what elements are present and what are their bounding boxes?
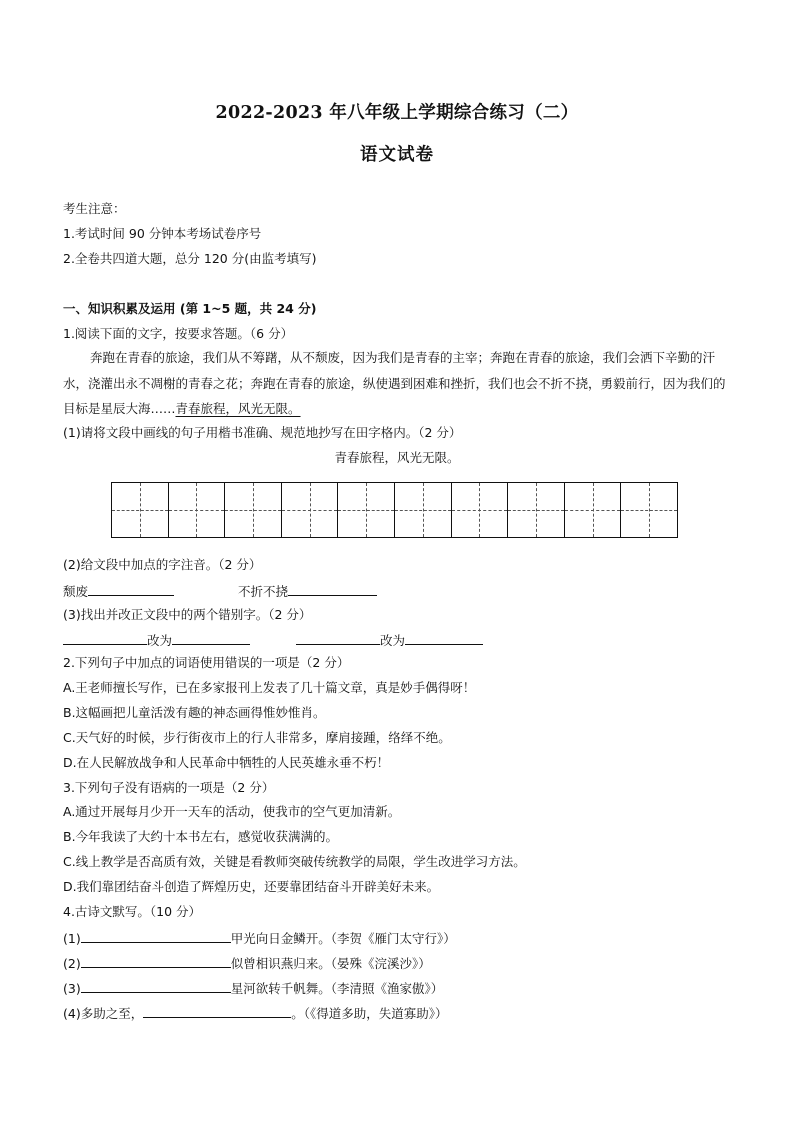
grid-cell[interactable] [112,483,169,537]
exam-title: 2022-2023 年八年级上学期综合练习（二） [215,103,579,123]
pinyin-word-2: 不折不挠 [238,584,289,599]
passage-underlined-sentence: 青春旅程，风光无限。 [175,401,301,416]
wrong-char-blank-1[interactable] [63,630,147,645]
section-1-heading: 一、知识积累及运用 (第 1~5 题，共 24 分) [63,301,317,316]
pinyin-item-1 [63,581,174,601]
grid-cell[interactable] [338,483,395,537]
grid-cell[interactable] [169,483,226,537]
grid-cell[interactable] [282,483,339,537]
recitation-line-1 [63,928,456,948]
recitation-number-1: (1) [63,931,81,946]
question-2-stem: 2.下列句子中加点的词语使用错误的一项是（2 分） [63,655,350,670]
recitation-line-2 [63,953,431,973]
notice-heading: 考生注意： [63,201,126,216]
tianzige-writing-grid[interactable] [111,482,678,538]
passage-text: 奔跑在青春的旅途，我们从不筹躇，从不颓废，因为我们是青春的主宰；奔跑在青春的旅途，我们会洒下辛勤的汗水，浇灌出永不凋榭的青春之花；奔跑在青春的旅途，纵使遇到困难和挫折，我们也会不折不挠，勇毅前行，因为我们的目标是星辰大海…… [63,350,726,416]
copy-sentence: 青春旅程，风光无限。 [334,450,460,465]
recitation-text-4-tail: 。（《得道多助，失道寡助》） [291,1006,448,1021]
correct-char-blank-1[interactable] [172,630,250,645]
recitation-line-4 [63,1003,447,1023]
question-1-sub-2: (2)给文段中加点的字注音。（2 分） [63,557,262,572]
question-2-option-d[interactable]: D.在人民解放战争和人民革命中牺牲的人民英雄永垂不朽！ [63,755,390,770]
correction-item-2 [296,630,483,650]
recitation-blank-2[interactable] [81,953,231,968]
recitation-text-1: 甲光向日金鳞开。（李贺《雁门太守行》） [230,931,456,946]
question-1-sub-3: (3)找出并改正文段中的两个错别字。（2 分） [63,607,312,622]
question-3-option-b[interactable]: B.今年我读了大约十本书左右，感觉收获满满的。 [63,829,339,844]
grid-cell[interactable] [621,483,677,537]
pinyin-item-2 [238,581,377,601]
pinyin-blank-1[interactable] [88,581,174,596]
grid-cell[interactable] [508,483,565,537]
recitation-line-3 [63,978,443,998]
recitation-blank-4[interactable] [143,1003,291,1018]
change-to-label: 改为 [380,633,406,648]
pinyin-blank-2[interactable] [288,581,377,596]
question-2-option-a[interactable]: A.王老师擅长写作，已在多家报刊上发表了几十篇文章，真是妙手偶得呀！ [63,680,476,695]
question-4-stem: 4.古诗文默写。（10 分） [63,904,202,919]
recitation-blank-1[interactable] [81,928,231,943]
question-3-option-d[interactable]: D.我们靠团结奋斗创造了辉煌历史，还要靠团结奋斗开辟美好未来。 [63,879,440,894]
recitation-text-3: 星河欲转千帆舞。（李清照《渔家傲》） [230,981,444,996]
question-3-stem: 3.下列句子没有语病的一项是（2 分） [63,780,275,795]
notice-item-1: 1.考试时间 90 分钟本考场试卷序号 [63,226,262,241]
question-1-stem: 1.阅读下面的文字，按要求答题。（6 分） [63,326,294,341]
pinyin-word-1: 颓废 [63,584,89,599]
exam-subtitle: 语文试卷 [360,145,434,165]
recitation-text-4-head: (4)多助之至， [63,1006,144,1021]
grid-cell[interactable] [395,483,452,537]
recitation-number-2: (2) [63,956,81,971]
correction-item-1 [63,630,250,650]
question-2-option-c[interactable]: C.天气好的时候，步行街夜市上的行人非常多，摩肩接踵，络绎不绝。 [63,730,451,745]
question-2-option-b[interactable]: B.这幅画把儿童活泼有趣的神态画得惟妙惟肖。 [63,705,326,720]
recitation-text-2: 似曾相识燕归来。（晏殊《浣溪沙》） [230,956,431,971]
grid-cell[interactable] [452,483,509,537]
grid-cell[interactable] [565,483,622,537]
recitation-number-3: (3) [63,981,81,996]
correct-char-blank-2[interactable] [405,630,483,645]
change-to-label: 改为 [147,633,173,648]
question-1-passage [63,345,733,422]
wrong-char-blank-2[interactable] [296,630,380,645]
notice-item-2: 2.全卷共四道大题，总分 120 分(由监考填写) [63,251,317,266]
grid-cell[interactable] [225,483,282,537]
question-1-sub-1: (1)请将文段中画线的句子用楷书准确、规范地抄写在田字格内。（2 分） [63,425,462,440]
recitation-blank-3[interactable] [81,978,231,993]
question-3-option-a[interactable]: A.通过开展每月少开一天车的活动，使我市的空气更加清新。 [63,804,401,819]
question-3-option-c[interactable]: C.线上教学是否高质有效，关键是看教师突破传统教学的局限，学生改进学习方法。 [63,854,526,869]
